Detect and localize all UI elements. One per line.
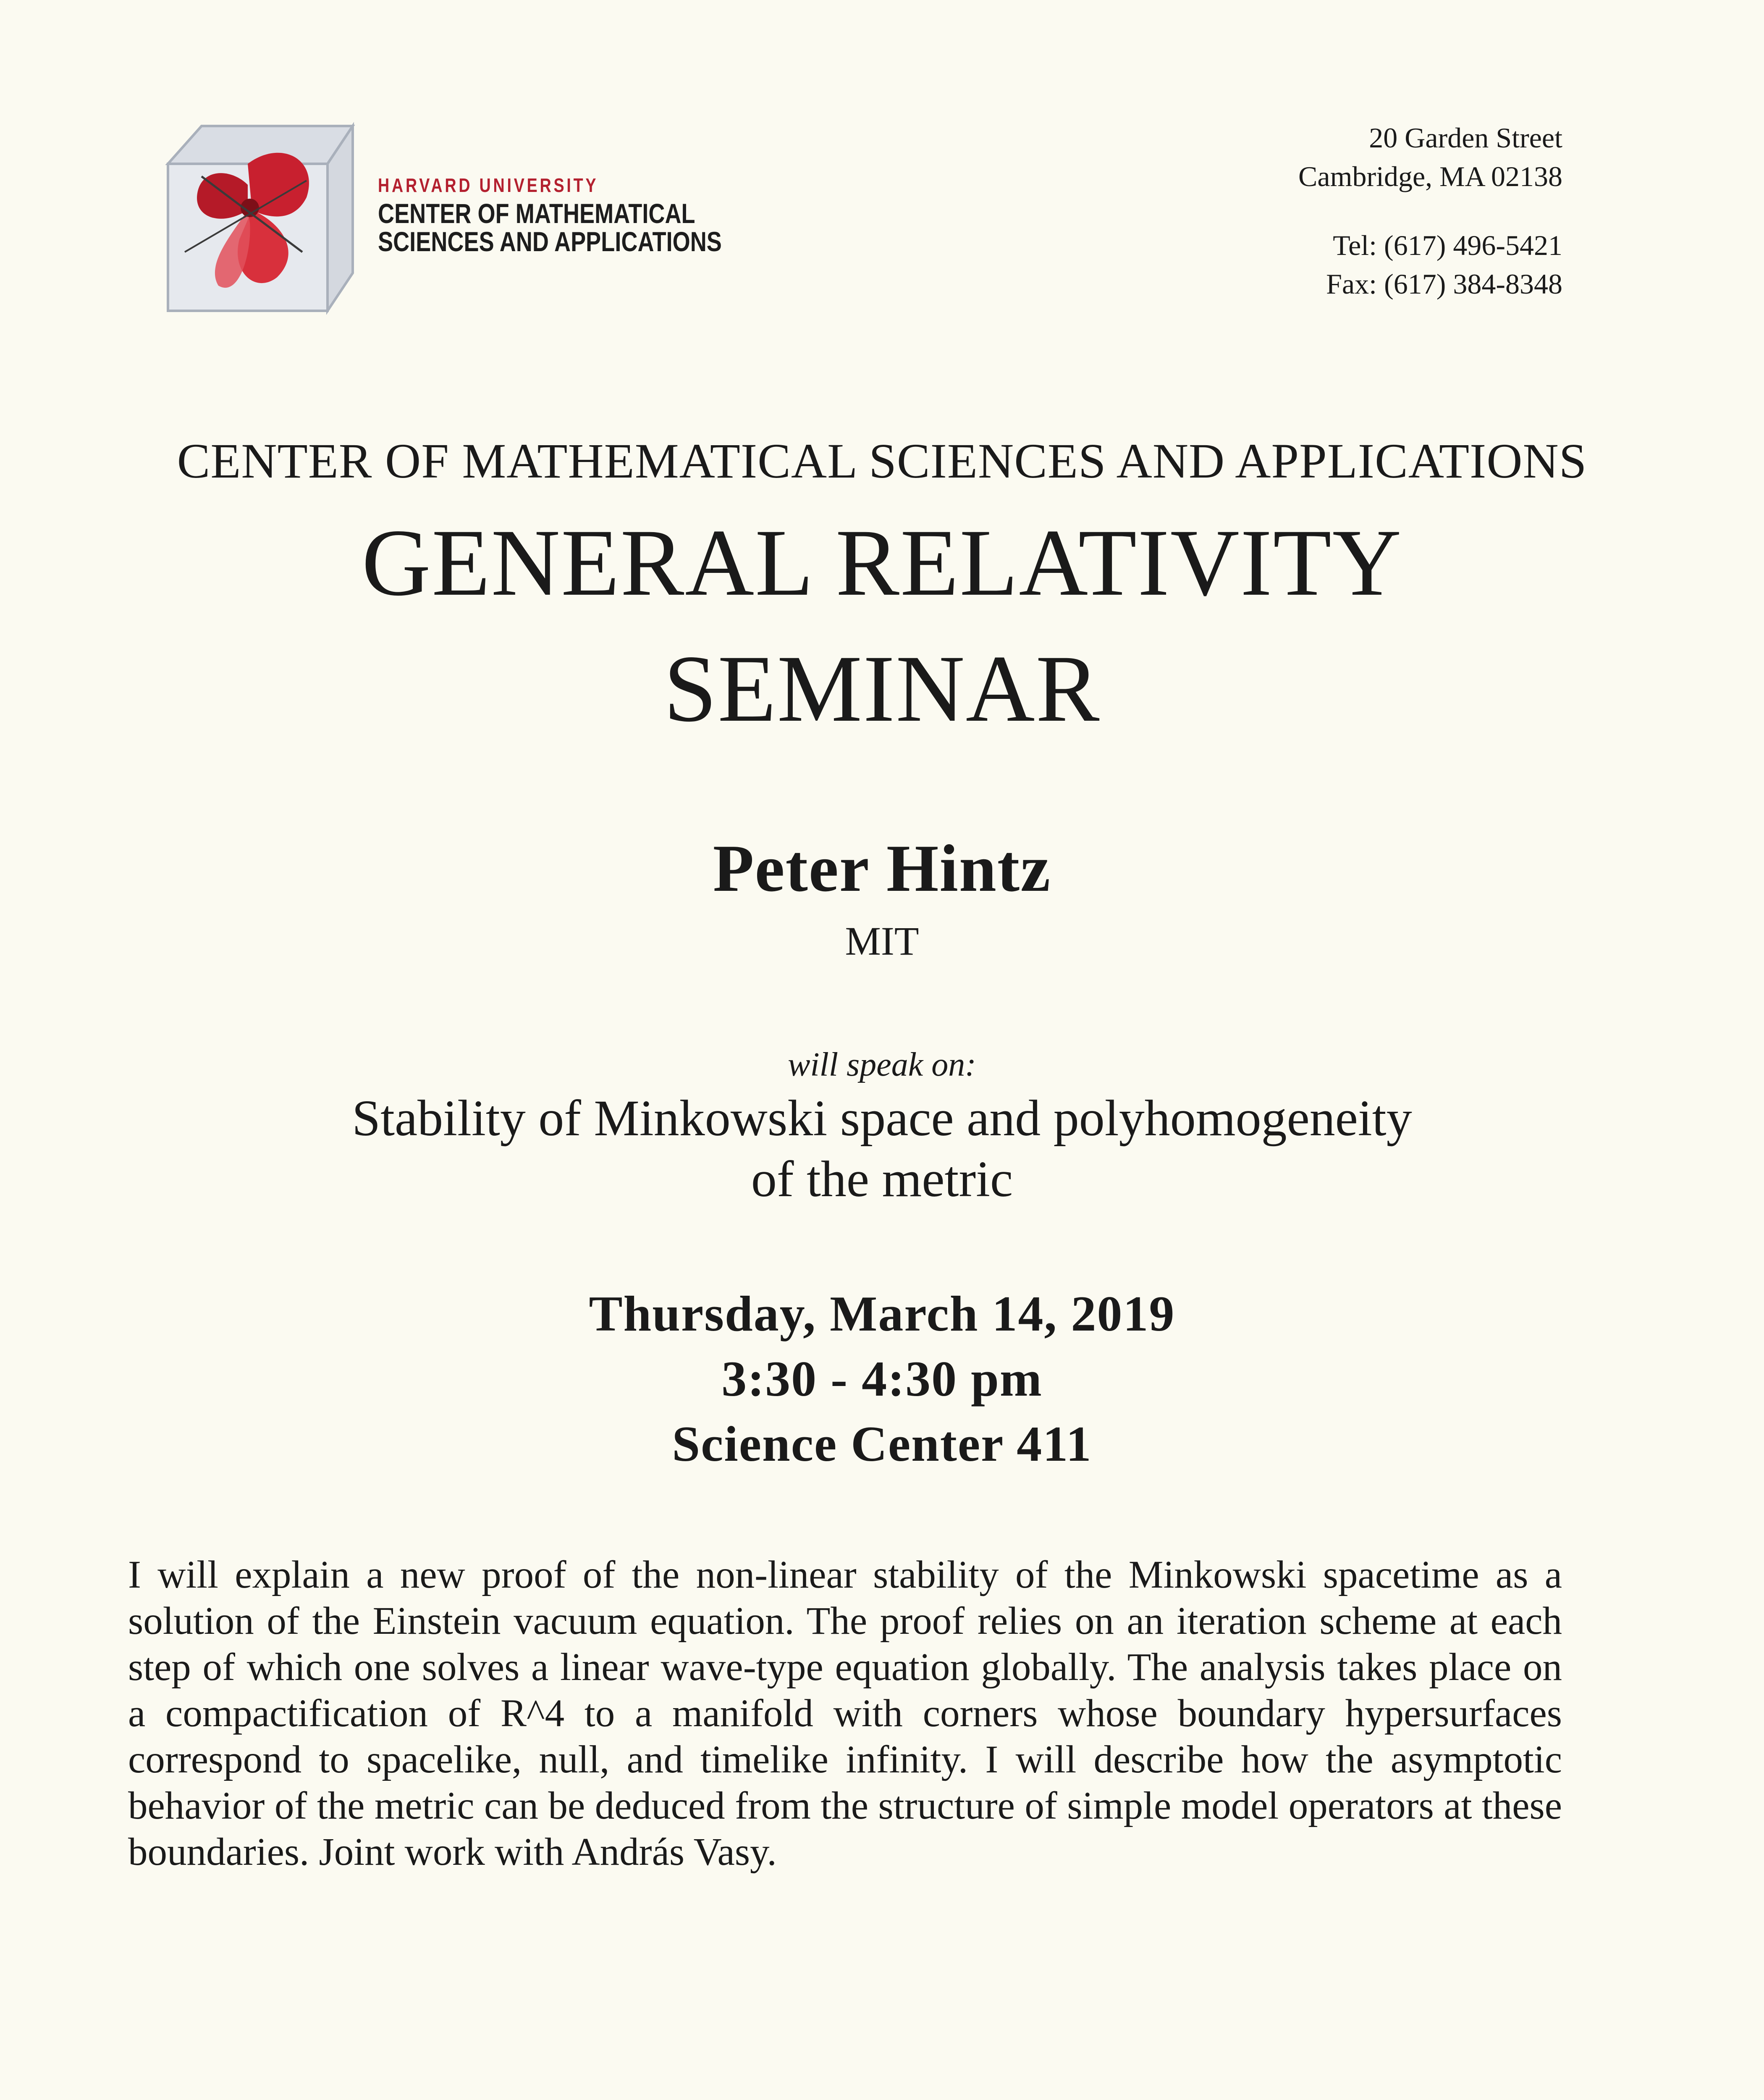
address-street: 20 Garden Street bbox=[1369, 122, 1562, 154]
logo-harvard-text: HARVARD UNIVERSITY bbox=[378, 174, 599, 196]
cmsa-logo-text bbox=[378, 176, 722, 256]
address-city: Cambridge, MA 02138 bbox=[1298, 160, 1562, 192]
talk-time: 3:30 - 4:30 pm bbox=[721, 1351, 1043, 1407]
abstract-text: I will explain a new proof of the non-linear stability of the Minkowski spacetime as a solution of the Einstein vacuum equation. The proof relies on an iteration scheme at each step of which one solves a linear wave-type equation globally. The analysis takes place on a compactification of R^4 to a manifold with corners whose boundary hypersurfaces correspond to spacelike, null, and timelike infinity. I will describe how the asymptotic behavior of the metric can be deduced from the structure of simple model operators at these boundaries. Joint work with András Vasy. bbox=[128, 1553, 1562, 1874]
talk-title bbox=[0, 1088, 1764, 1210]
seminar-title-line-1: GENERAL RELATIVITY bbox=[362, 510, 1402, 616]
address-tel: Tel: (617) 496-5421 bbox=[1333, 229, 1562, 261]
talk-location: Science Center 411 bbox=[672, 1416, 1092, 1472]
will-speak-label: will speak on: bbox=[788, 1046, 976, 1083]
seminar-title bbox=[0, 500, 1764, 752]
logo-cmsa-line-1: CENTER OF MATHEMATICAL bbox=[378, 197, 695, 229]
talk-title-line-2: of the metric bbox=[751, 1151, 1013, 1208]
talk-date: Thursday, March 14, 2019 bbox=[589, 1286, 1175, 1341]
seminar-title-line-2: SEMINAR bbox=[663, 636, 1101, 742]
address-block bbox=[1298, 118, 1562, 303]
cmsa-logo-image bbox=[143, 113, 361, 323]
logo-cmsa-line-2: SCIENCES AND APPLICATIONS bbox=[378, 226, 722, 257]
speaker-affiliation: MIT bbox=[845, 919, 919, 963]
schedule-block bbox=[0, 1281, 1764, 1476]
speaker-name: Peter Hintz bbox=[713, 831, 1051, 906]
address-fax: Fax: (617) 384-8348 bbox=[1326, 268, 1562, 300]
center-name-heading: CENTER OF MATHEMATICAL SCIENCES AND APPLICATIONS bbox=[177, 433, 1587, 488]
talk-title-line-1: Stability of Minkowski space and polyhomogeneity bbox=[352, 1090, 1412, 1147]
